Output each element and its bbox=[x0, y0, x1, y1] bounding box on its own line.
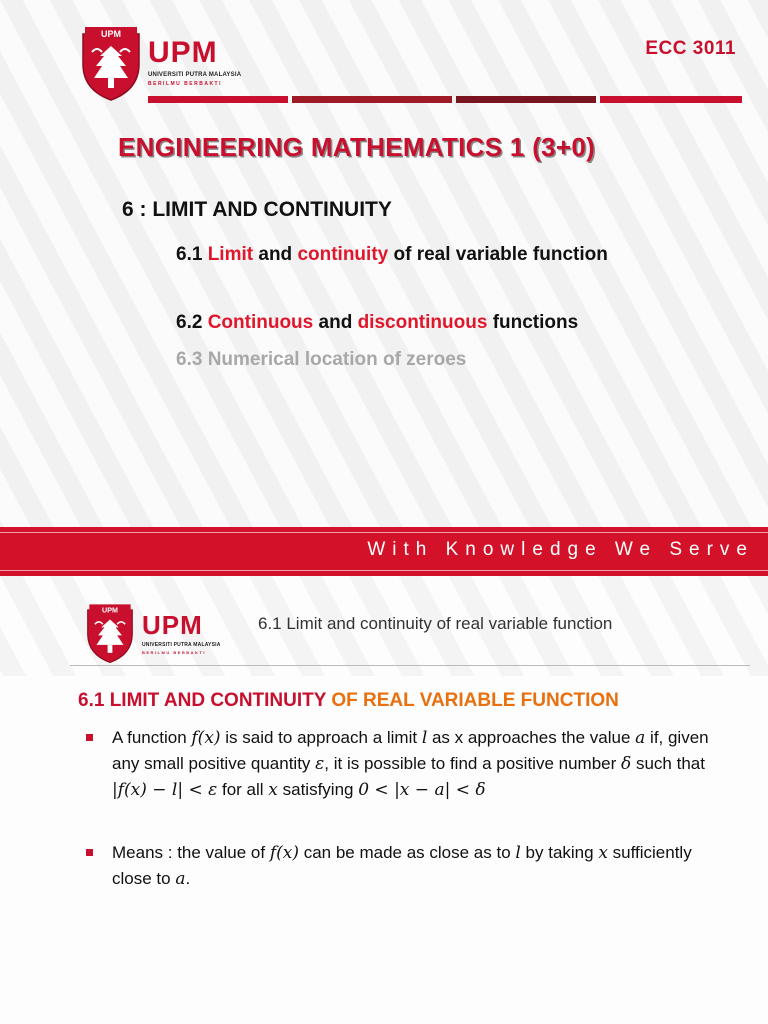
university-motto: BERILMU BERBAKTI bbox=[148, 81, 222, 87]
topic-keyword: discontinuous bbox=[357, 312, 488, 333]
upm-wordmark-small: UPM bbox=[142, 610, 203, 640]
topic-number: 6.2 bbox=[176, 312, 203, 333]
header-bar-3 bbox=[456, 96, 596, 103]
topic-6-2 bbox=[176, 308, 716, 338]
motto-banner bbox=[0, 527, 768, 576]
topic-rest: functions bbox=[492, 312, 579, 333]
limit-meaning: Means : the value of f(x) can be made as close as to l by taking x sufficiently close to a. bbox=[112, 843, 692, 889]
header-divider bbox=[70, 665, 750, 666]
topic-6-1 bbox=[176, 240, 716, 270]
upm-shield-logo bbox=[80, 24, 142, 102]
upm-shield-logo-small bbox=[84, 602, 136, 664]
header-bar-2 bbox=[292, 96, 452, 103]
heading-part: AND CONTINUITY bbox=[163, 690, 327, 711]
svg-text:UPM: UPM bbox=[102, 606, 118, 615]
banner-line-bottom bbox=[0, 570, 768, 571]
topic-rest: of real variable function bbox=[393, 244, 608, 265]
topic-keyword: Limit bbox=[207, 244, 254, 265]
bullet-marker bbox=[86, 730, 96, 740]
topic-6-3: 6.3 Numerical location of zeroes bbox=[176, 349, 467, 370]
section-heading bbox=[78, 690, 619, 712]
bullet-marker bbox=[86, 845, 96, 855]
svg-text:UPM: UPM bbox=[101, 29, 121, 39]
university-motto-small: BERILMU BERBAKTI bbox=[142, 650, 206, 655]
topic-connector: and bbox=[318, 312, 353, 333]
topic-keyword: continuity bbox=[297, 244, 389, 265]
header-bar-1 bbox=[148, 96, 288, 103]
university-name-small: UNIVERSITI PUTRA MALAYSIA bbox=[142, 642, 221, 648]
heading-part: OF REAL bbox=[331, 690, 415, 711]
university-name: UNIVERSITI PUTRA MALAYSIA bbox=[148, 72, 242, 78]
course-code: ECC 3011 bbox=[645, 38, 736, 59]
banner-line-top bbox=[0, 532, 768, 533]
slide-title: ENGINEERING MATHEMATICS 1 (3+0) bbox=[118, 132, 596, 162]
chapter-heading: 6 : LIMIT AND CONTINUITY bbox=[122, 198, 392, 221]
header-bar-4 bbox=[600, 96, 742, 103]
banner-text: With Knowledge We Serve bbox=[367, 539, 754, 560]
topic-keyword: Continuous bbox=[207, 312, 314, 333]
slide-header-title: 6.1 Limit and continuity of real variable function bbox=[258, 614, 613, 633]
topic-number: 6.1 bbox=[176, 244, 203, 265]
topic-connector: and bbox=[258, 244, 293, 265]
upm-wordmark: UPM bbox=[148, 36, 218, 69]
heading-part: 6.1 LIMIT bbox=[78, 690, 160, 711]
heading-part: VARIABLE FUNCTION bbox=[419, 690, 619, 711]
limit-definition: A function f(x) is said to approach a limit l as x approaches the value a if, given any small positive quantity ε, it is possible to find a positive number δ such that |f(x) − l| < ε for all x satisfying 0 < |x − a| < δ bbox=[112, 728, 709, 800]
